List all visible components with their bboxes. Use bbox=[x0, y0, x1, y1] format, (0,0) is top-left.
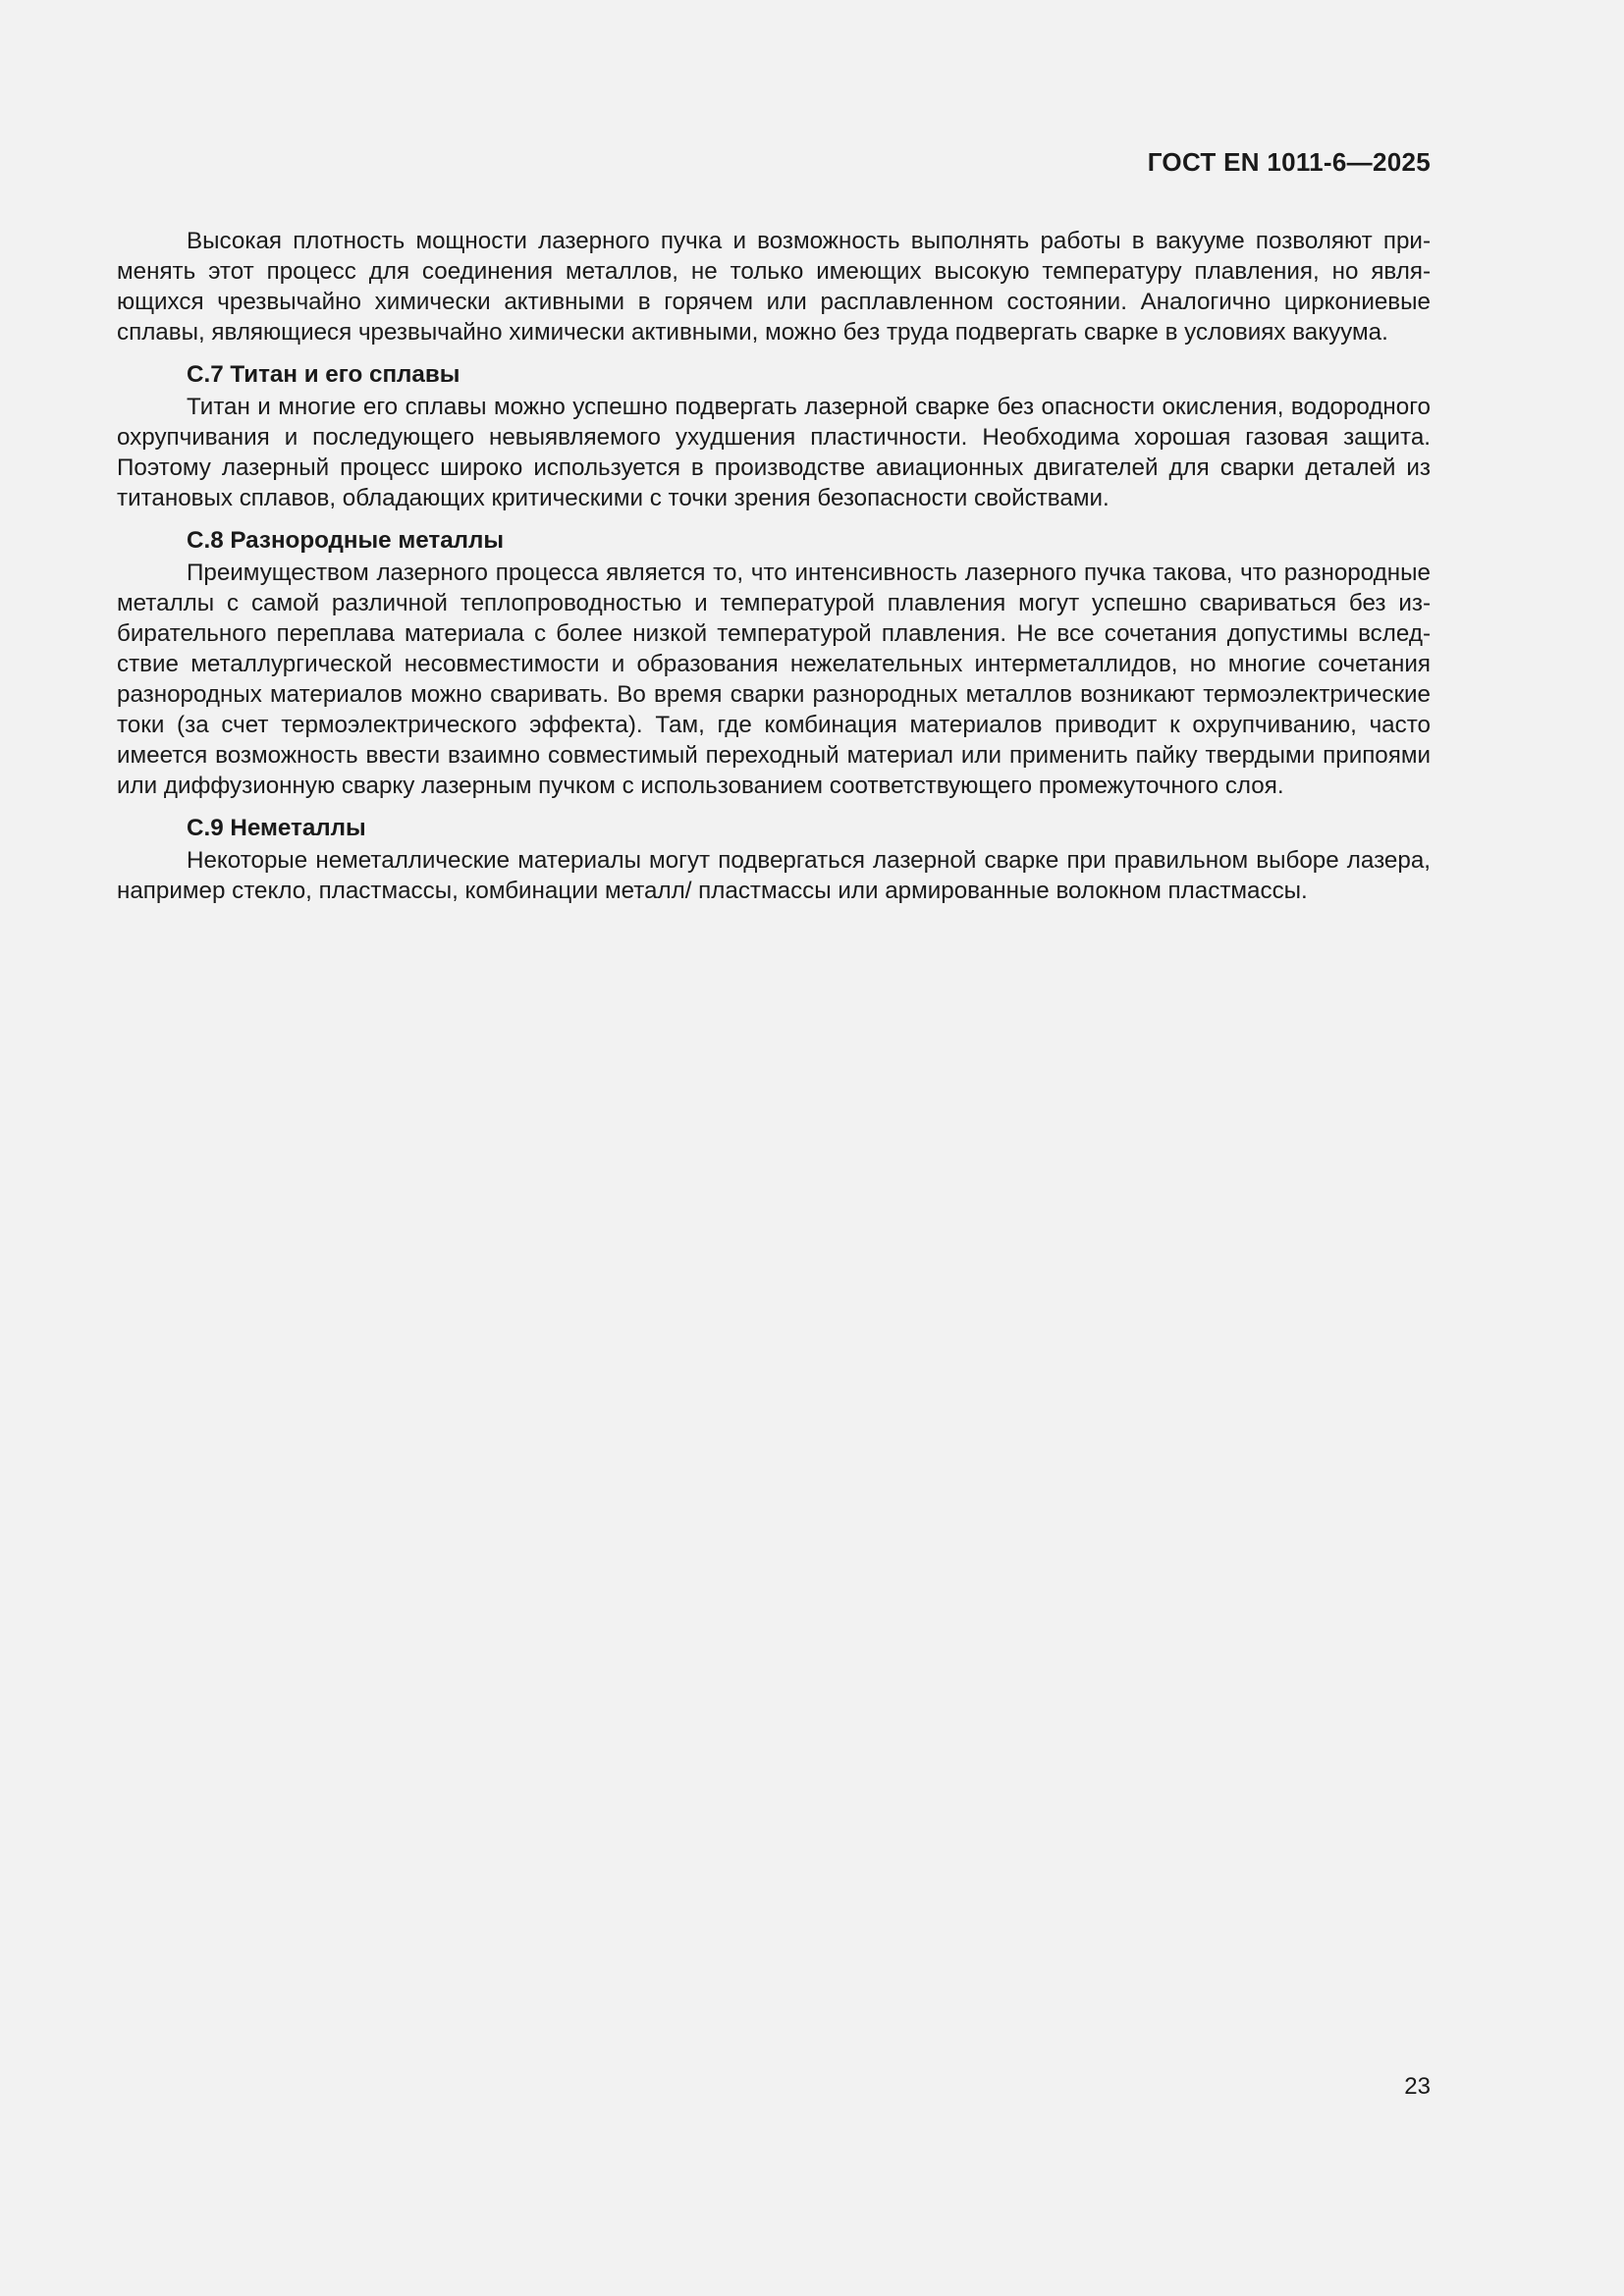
section-text-c7: Титан и многие его сплавы можно успешно подвергать лазерной сварке без опасности окисления, водородного охрупчивания и последующего невыявляемого ухудшения пластичности. Необходима хорошая газовая защита. Поэтому лазерный процесс широко используется в производстве авиационных двигателей для сварки деталей из титановых сплавов, обладающих критическими с точки зрения безопасности свойствами. bbox=[117, 394, 1431, 511]
section-text-c9: Некоторые неметаллические материалы могут подвергаться лазерной сварке при правильном выборе лазера, например стекло, пластмассы, комбинации металл/ пластмассы или армированные волокном пластмассы. bbox=[117, 847, 1431, 904]
section-heading-c7: С.7 Титан и его сплавы bbox=[187, 361, 460, 388]
page-number: 23 bbox=[1404, 2073, 1431, 2100]
section-heading-c8: С.8 Разнородные металлы bbox=[187, 527, 505, 554]
section-text-c8: Преимуществом лазерного процесса является то, что интенсивность лазерного пучка такова, что разнородные металлы с самой различной теплопроводностью и температурой плавления могут успешно свариваться без избирательного переплава материала с более низкой температурой плавления. Не все сочетания допустимы вследствие металлургической несовместимости и образования нежелательных интерметаллидов, но многие сочетания разнородных материалов можно сваривать. Во время сварки разнородных металлов возникают термоэлектрические токи (за счет термоэлектрического эффекта). Там, где комбинация материалов приводит к охрупчиванию, часто имеется возможность ввести взаимно совместимый переходный материал или применить пайку твердыми припоями или диффузионную сварку лазерным пучком с использованием соответствующего промежуточного слоя. bbox=[117, 560, 1431, 799]
document-header: ГОСТ EN 1011-6—2025 bbox=[1147, 147, 1431, 177]
section-heading-c9: С.9 Неметаллы bbox=[187, 815, 366, 841]
intro-paragraph: Высокая плотность мощности лазерного пучка и возможность выполнять работы в вакууме позволяют применять этот процесс для соединения металлов, не только имеющих высокую температуру плавления, но являющихся чрезвычайно химически активными в горячем или расплавленном состоянии. Аналогично циркониевые сплавы, являющиеся чрезвычайно химически активными, можно без труда подвергать сварке в условиях вакуума. bbox=[117, 228, 1431, 346]
document-body bbox=[117, 226, 1431, 906]
